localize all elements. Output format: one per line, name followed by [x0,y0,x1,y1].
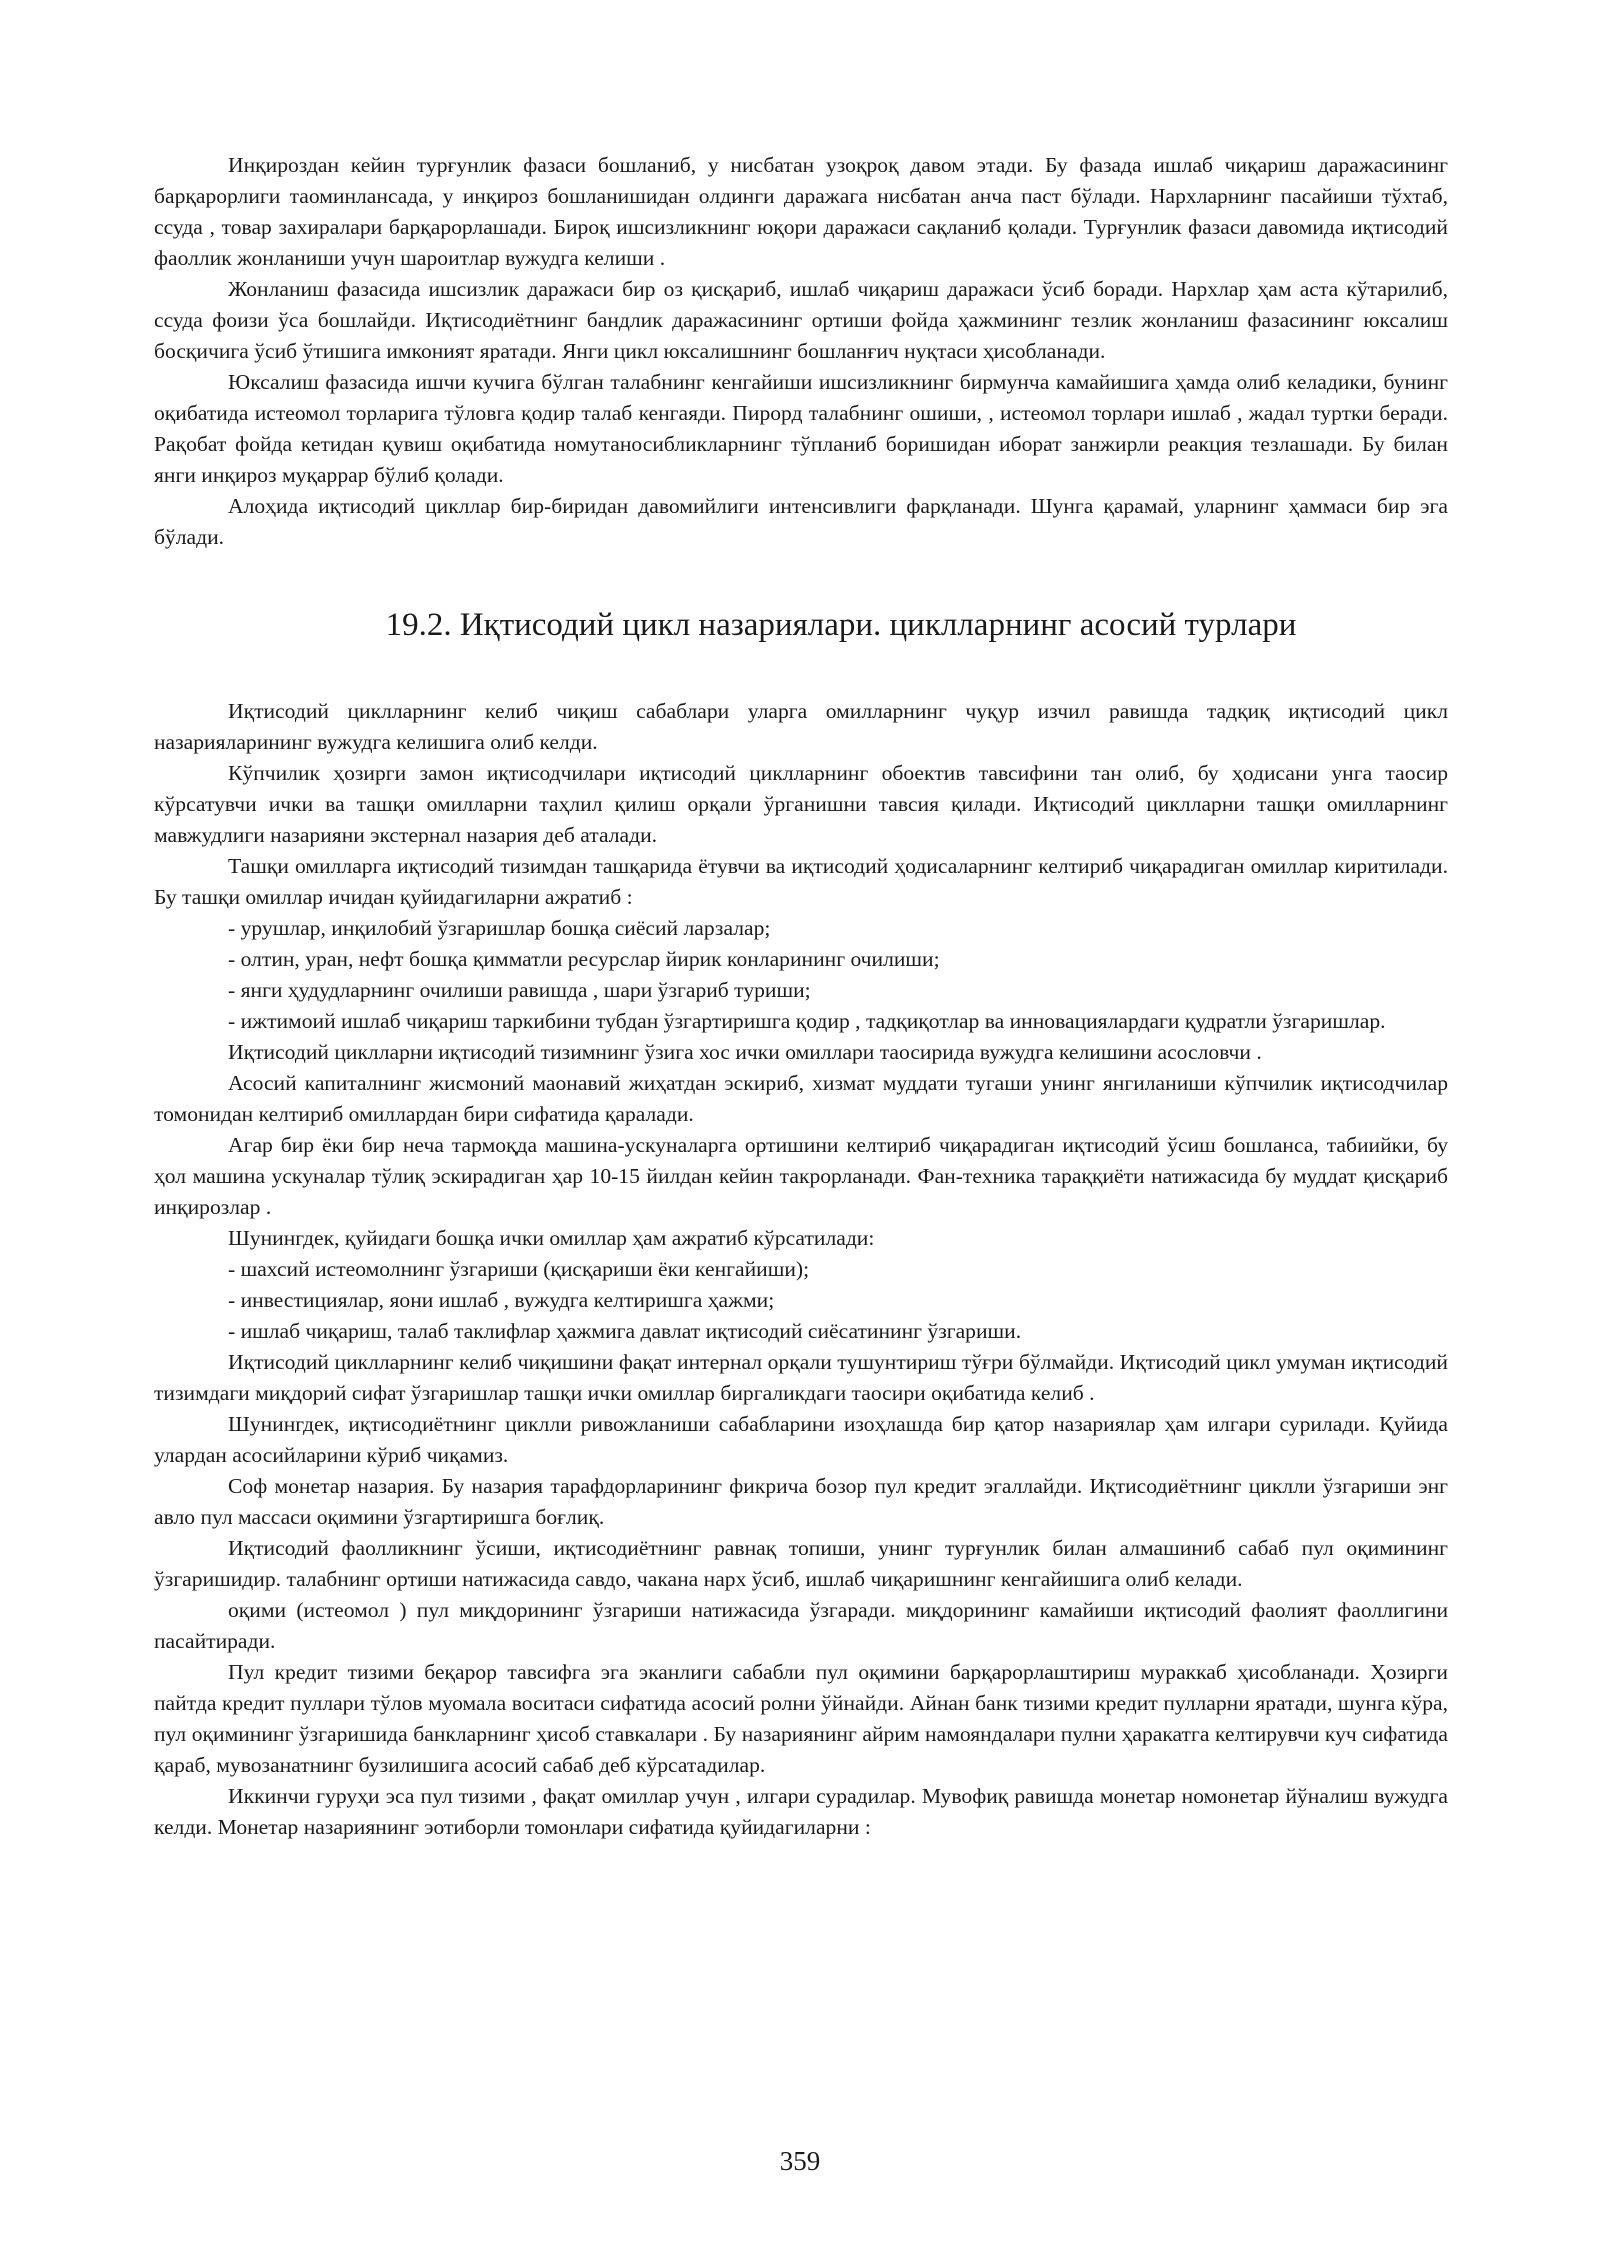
body-paragraph: Иқтисодий циклларнинг келиб чиқишини фақат интернал орқали тушунтириш тўғри бўлмайди. Иқтисодий цикл умуман иқтисодий тизимдаги миқдорий сифат ўзгаришлар ташқи ички омиллар биргаликдаги таосири оқибатида келиб . [154,1350,1448,1405]
intro-paragraph: Жонланиш фазасида ишсизлик даражаси бир оз қисқариб, ишлаб чиқариш даражаси ўсиб боради. Нархлар ҳам аста кўтарилиб, ссуда фоизи ўса бошлайди. Иқтисодиётнинг бандлик даражасининг ортиши фойда ҳажмининг тезлик жонланиш фазасининг юксалиш босқичига ўсиб ўтишига имконият яратади. Янги цикл юксалишнинг бошланғич нуқтаси ҳисобланади. [154,277,1448,363]
body-paragraph: Шунингдек, иқтисодиётнинг циклли ривожланиши сабабларини изоҳлашда бир қатор назариялар ҳам илгари сурилади. Қуйида улардан асосийларини кўриб чиқамиз. [154,1412,1448,1467]
section-body [154,696,1448,1843]
list-item: - шахсий истеомолнинг ўзгариши (қисқариши ёки кенгайиши); [228,1257,810,1281]
body-paragraph: Иккинчи гуруҳи эса пул тизими , фақат омиллар учун , илгари сурадилар. Мувофиқ равишда монетар номонетар йўналиш вужудга келди. Монетар назариянинг эотиборли томонлари сифатида қуйидагиларни : [154,1784,1448,1839]
body-paragraph: Агар бир ёки бир неча тармоқда машина-ускуналарга ортишини келтириб чиқарадиган иқтисодий ўсиш бошланса, табиийки, бу ҳол машина ускуналар тўлиқ эскирадиган ҳар 10-15 йилдан кейин такрорланади. Фан-техника тараққиёти натижасида бу муддат қисқариб инқирозлар . [154,1133,1448,1219]
intro-section [154,150,1448,553]
list-item: - инвестициялар, яони ишлаб , вужудга келтиришга ҳажми; [228,1288,775,1312]
body-paragraph: Иқтисодий фаолликнинг ўсиши, иқтисодиётнинг равнақ топиши, унинг турғунлик билан алмашиниб сабаб пул оқимининг ўзгаришидир. талабнинг ортиши натижасида савдо, чакана нарх ўсиб, ишлаб чиқаришнинг кенгайишига олиб келади. [154,1536,1448,1591]
section-heading: 19.2. Иқтисодий цикл назариялари. циклларнинг асосий турлари [385,607,1297,643]
list-item: - ижтимоий ишлаб чиқариш таркибини тубдан ўзгартиришга қодир , тадқиқотлар ва инновациялардаги қудратли ўзгаришлар. [228,1009,1386,1033]
body-paragraph: Пул кредит тизими беқарор тавсифга эга эканлиги сабабли пул оқимини барқарорлаштириш мураккаб ҳисобланади. Ҳозирги пайтда кредит пуллари тўлов муомала воситаси сифатида асосий ролни ўйнайди. Айнан банк тизими кредит пулларни яратади, шунга кўра, пул оқимининг ўзгаришида банкларнинг ҳисоб ставкалари . Бу назариянинг айрим намояндалари пулни ҳаракатга келтирувчи куч сифатида қараб, мувозанатнинг бузилишига асосий сабаб деб кўрсатадилар. [154,1660,1448,1777]
body-paragraph: Иқтисодий циклларнинг келиб чиқиш сабаблари уларга омилларнинг чуқур изчил равишда тадқиқ иқтисодий цикл назарияларининг вужудга келишига олиб келди. [154,699,1448,754]
list-item: - янги ҳудудларнинг очилиши равишда , шари ўзгариб туриши; [228,978,811,1002]
intro-paragraph: Алоҳида иқтисодий цикллар бир-биридан давомийлиги интенсивлиги фарқланади. Шунга қарамай, уларнинг ҳаммаси бир эга бўлади. [154,494,1448,549]
list-item: - урушлар, инқилобий ўзгаришлар бошқа сиёсий ларзалар; [228,916,771,940]
intro-paragraph: Инқироздан кейин турғунлик фазаси бошланиб, у нисбатан узоқроқ давом этади. Бу фазада ишлаб чиқариш даражасининг барқарорлиги таоминлансада, у инқироз бошланишидан олдинги даражага нисбатан анча паст бўлади. Нархларнинг пасайиши тўхтаб, ссуда , товар захиралари барқарорлашади. Бироқ ишсизликнинг юқори даражаси сақланиб қолади. Турғунлик фазаси давомида иқтисодий фаоллик жонланиши учун шароитлар вужудга келиши . [154,153,1448,270]
body-paragraph: Иқтисодий циклларни иқтисодий тизимнинг ўзига хос ички омиллари таосирида вужудга келишини асословчи . [228,1040,1262,1064]
body-paragraph: Шунингдек, қуйидаги бошқа ички омиллар ҳам ажратиб кўрсатилади: [228,1226,875,1250]
body-paragraph: оқими (истеомол ) пул миқдорининг ўзгариши натижасида ўзгаради. миқдорининг камайиши иқтисодий фаолият фаоллигини пасайтиради. [154,1598,1448,1653]
list-item: - ишлаб чиқариш, талаб таклифлар ҳажмига давлат иқтисодий сиёсатининг ўзгариши. [228,1319,1022,1343]
page-number: 359 [779,2146,821,2176]
body-paragraph: Соф монетар назария. Бу назария тарафдорларининг фикрича бозор пул кредит эгаллайди. Иқтисодиётнинг циклли ўзгариши энг авло пул массаси оқимини ўзгартиришга боғлиқ. [154,1474,1448,1529]
list-item: - олтин, уран, нефт бошқа қимматли ресурслар йирик конларининг очилиши; [228,947,940,971]
intro-paragraph: Юксалиш фазасида ишчи кучига бўлган талабнинг кенгайиши ишсизликнинг бирмунча камайишига ҳамда олиб келадики, бунинг оқибатида истеомол торларига тўловга қодир талаб кенгаяди. Пирорд талабнинг ошиши, , истеомол торлари ишлаб , жадал туртки беради. Рақобат фойда кетидан қувиш оқибатида номутаносибликларнинг тўпланиб боришидан иборат занжирли реакция тезлашади. Бу билан янги инқироз муқаррар бўлиб қолади. [154,370,1448,487]
body-paragraph: Ташқи омилларга иқтисодий тизимдан ташқарида ётувчи ва иқтисодий ҳодисаларнинг келтириб чиқарадиган омиллар киритилади. Бу ташқи омиллар ичидан қуйидагиларни ажратиб : [154,854,1448,909]
body-paragraph: Асосий капиталнинг жисмоний маонавий жиҳатдан эскириб, хизмат муддати тугаши унинг янгиланиши кўпчилик иқтисодчилар томонидан келтириб омиллардан бири сифатида қаралади. [154,1071,1448,1126]
body-paragraph: Кўпчилик ҳозирги замон иқтисодчилари иқтисодий циклларнинг обоектив тавсифини тан олиб, бу ҳодисани унга таосир кўрсатувчи ички ва ташқи омилларни таҳлил қилиш орқали ўрганишни тавсия қилади. Иқтисодий циклларни ташқи омилларнинг мавжудлиги назарияни экстернал назария деб аталади. [154,761,1448,847]
document-page [154,150,1448,1843]
